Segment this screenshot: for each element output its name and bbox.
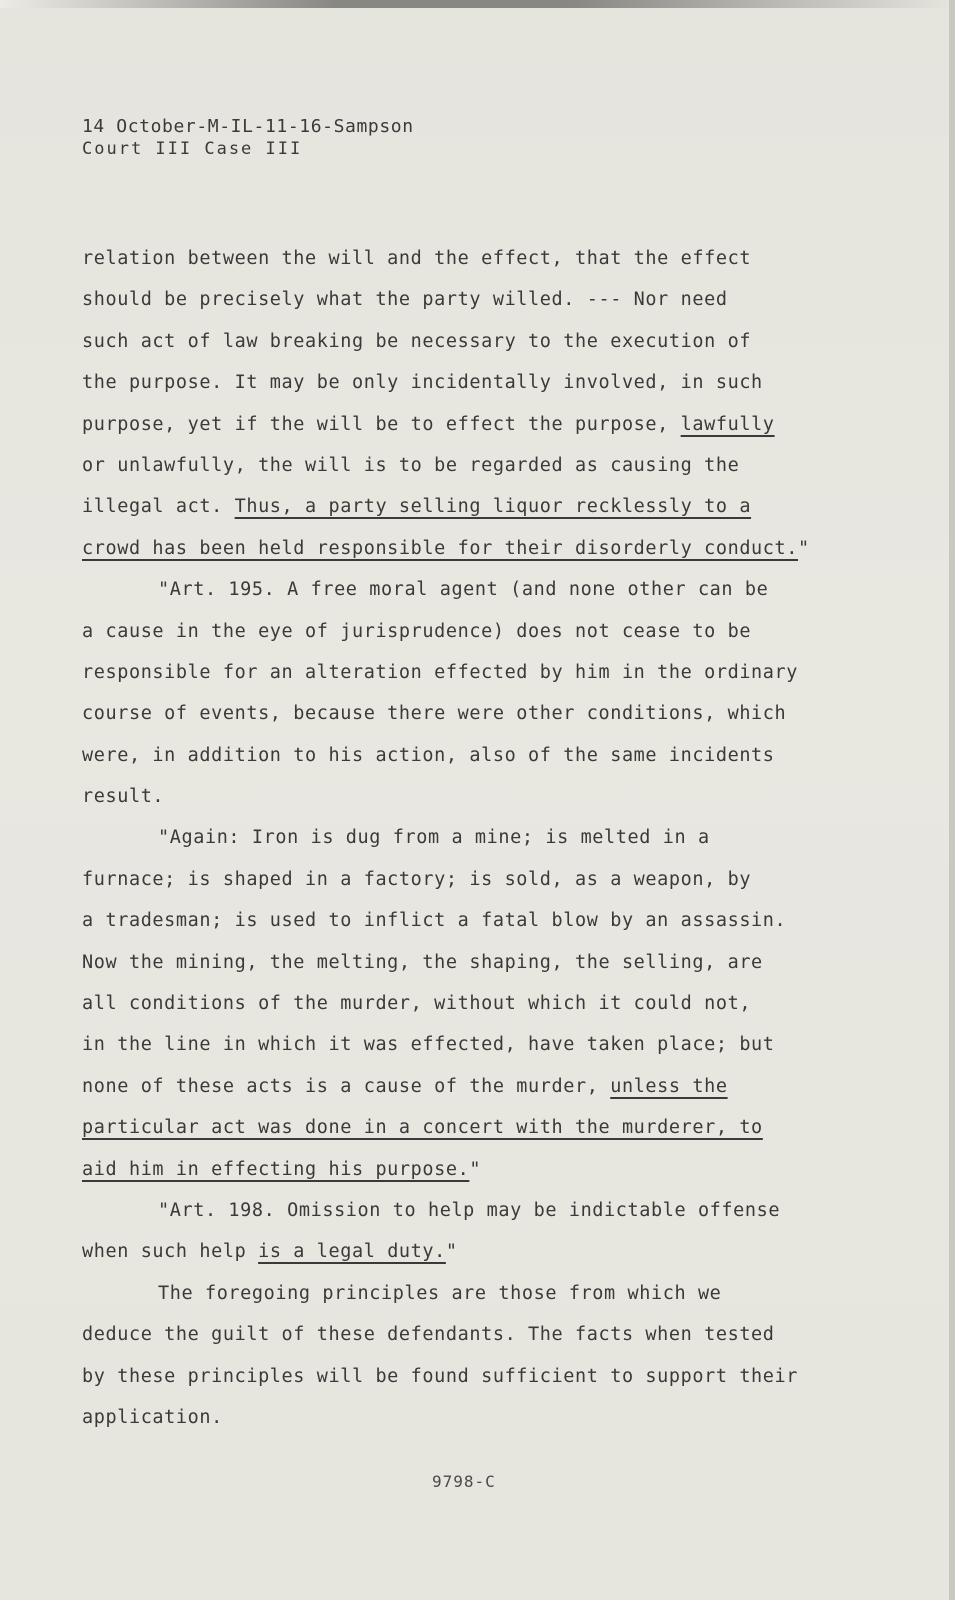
underlined-text: Thus, a party selling liquor recklessly to a: [234, 496, 752, 518]
text-line: [82, 1149, 862, 1190]
text-segment: when such help: [82, 1241, 259, 1263]
text-line: The foregoing principles are those from which we: [158, 1282, 722, 1304]
underlined-text: aid him in effecting his purpose.: [82, 1158, 470, 1180]
text-line: [82, 528, 862, 569]
text-line: Now the mining, the melting, the shaping, the selling, are: [82, 951, 763, 973]
page-top-edge: [0, 0, 955, 8]
text-line: [82, 486, 862, 527]
text-line: such act of law breaking be necessary to the execution of: [82, 330, 752, 352]
text-line: responsible for an alteration effected by him in the ordinary: [82, 661, 799, 683]
text-line: all conditions of the murder, without which it could not,: [82, 993, 752, 1015]
text-segment: purpose, yet if the will be to effect the purpose,: [82, 413, 681, 435]
text-line: [82, 1107, 862, 1148]
text-line: relation between the will and the effect, that the effect: [82, 248, 752, 269]
page-right-edge: [949, 0, 955, 1600]
underlined-text: unless the: [610, 1075, 728, 1097]
header-date-line: 14 October-M-IL-11-16-Sampson: [82, 116, 414, 137]
underlined-text: lawfully: [680, 413, 775, 435]
text-line: should be precisely what the party willed. --- Nor need: [82, 289, 728, 311]
text-line: [82, 1231, 862, 1272]
text-line: furnace; is shaped in a factory; is sold, as a weapon, by: [82, 868, 752, 890]
closing-quote: ": [469, 1158, 482, 1180]
text-line: course of events, because there were other conditions, which: [82, 703, 787, 725]
header-court-line: Court III Case III: [82, 139, 303, 159]
underlined-text: particular act was done in a concert with the murderer, to: [82, 1117, 763, 1139]
text-line: "Art. 195. A free moral agent (and none other can be: [158, 579, 769, 601]
text-line: in the line in which it was effected, have taken place; but: [82, 1034, 775, 1056]
text-line: "Art. 198. Omission to help may be indictable offense: [158, 1199, 781, 1221]
closing-quote: ": [798, 537, 810, 559]
underlined-text: crowd has been held responsible for their disorderly conduct.: [82, 537, 799, 559]
text-line: result.: [82, 786, 165, 808]
text-line: by these principles will be found sufficient to support their: [82, 1365, 799, 1387]
text-line: a cause in the eye of jurisprudence) does not cease to be: [82, 620, 752, 642]
text-segment: illegal act.: [82, 496, 235, 518]
closing-quote: ": [445, 1241, 458, 1263]
document-body: [82, 238, 862, 1438]
text-line: or unlawfully, the will is to be regarded as causing the: [82, 454, 740, 476]
document-header: [82, 116, 414, 160]
text-line: the purpose. It may be only incidentally involved, in such: [82, 372, 763, 394]
text-line: "Again: Iron is dug from a mine; is melted in a: [158, 827, 710, 849]
text-line: [82, 404, 862, 445]
text-line: deduce the guilt of these defendants. The facts when tested: [82, 1324, 775, 1346]
underlined-text: is a legal duty.: [258, 1241, 446, 1263]
text-segment: none of these acts is a cause of the murder,: [82, 1075, 611, 1097]
text-line: were, in addition to his action, also of the same incidents: [82, 744, 775, 766]
text-line: application.: [82, 1406, 223, 1428]
text-line: [82, 1066, 862, 1107]
page-number: 9798-C: [432, 1472, 496, 1491]
text-line: a tradesman; is used to inflict a fatal blow by an assassin.: [82, 910, 787, 932]
